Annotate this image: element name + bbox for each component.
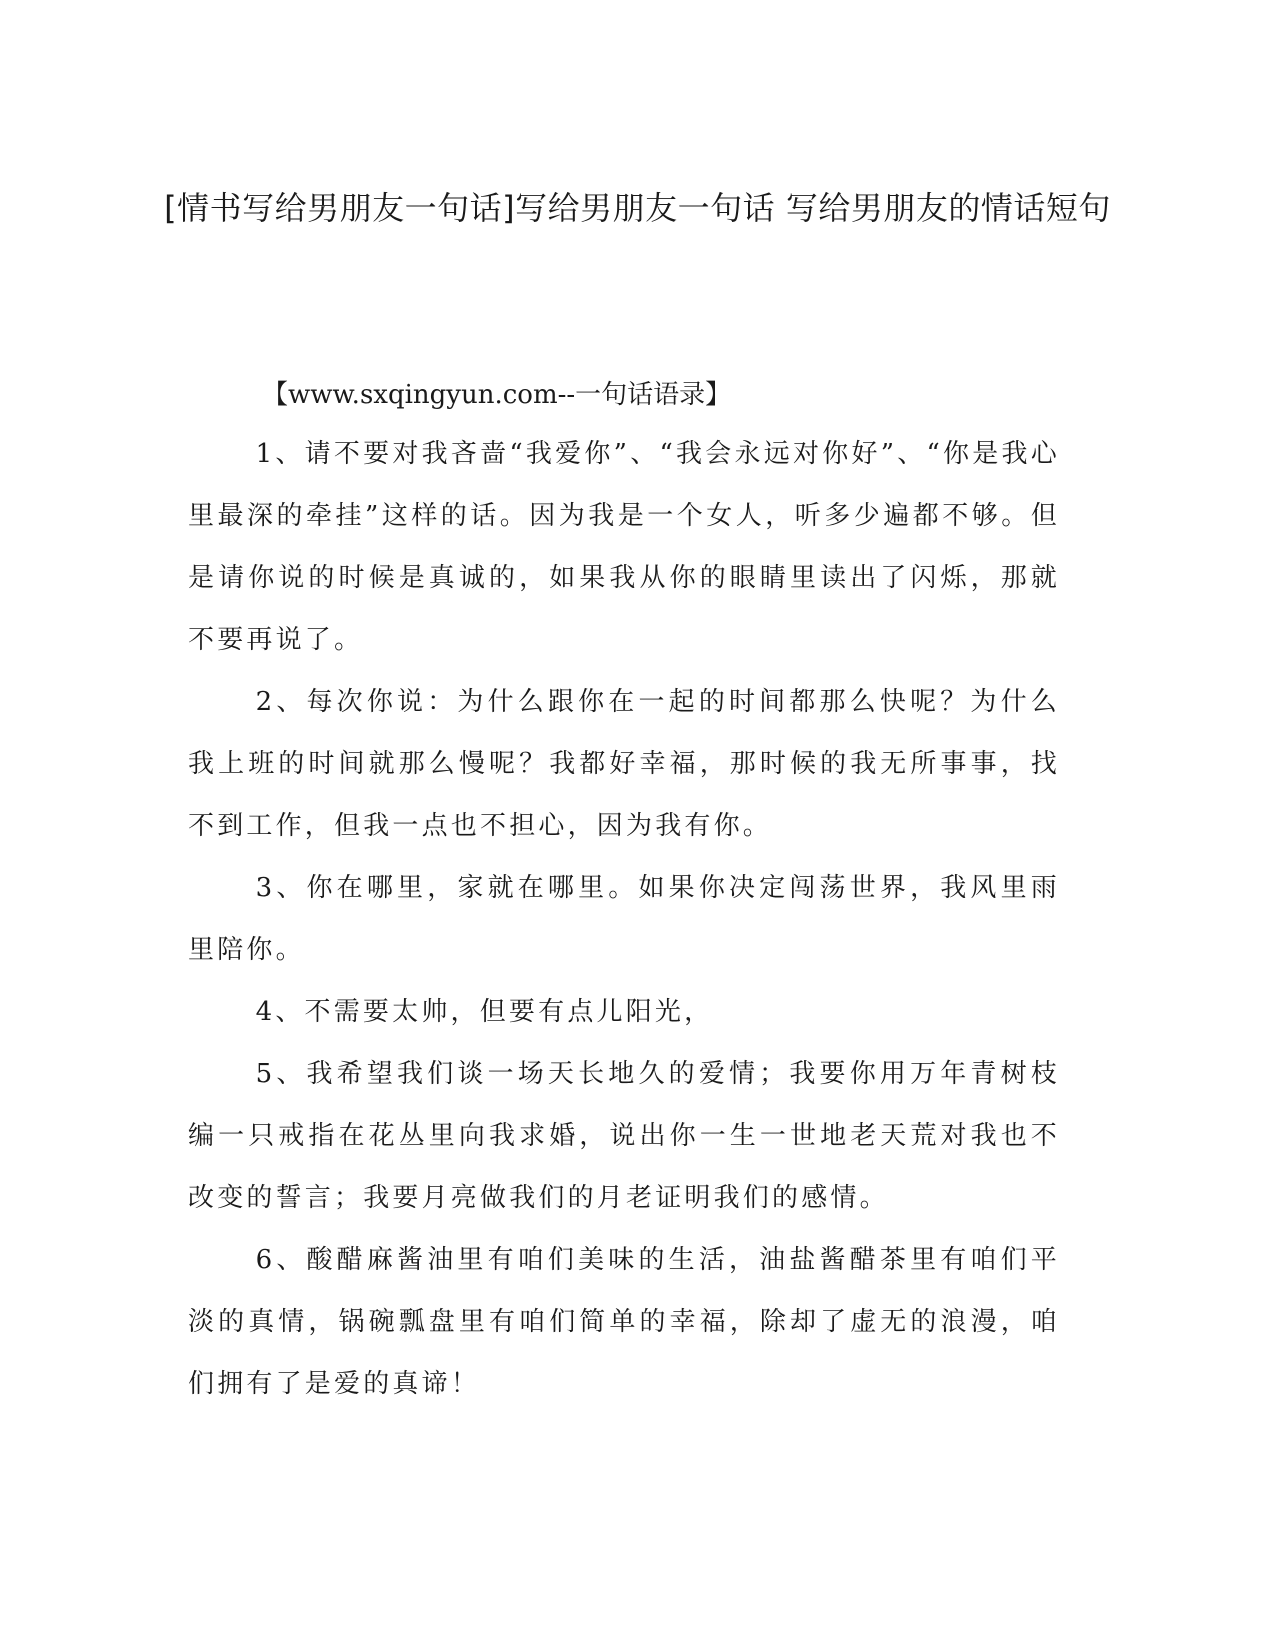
paragraph-6: 6、酸醋麻酱油里有咱们美味的生活，油盐酱醋茶里有咱们平淡的真情，锅碗瓢盘里有咱们简单的幸福，除却了虚无的浪漫，咱们拥有了是爱的真谛！ bbox=[188, 1245, 1060, 1399]
document-title: [情书写给男朋友一句话]写给男朋友一句话 写给男朋友的情话短句 bbox=[164, 189, 1111, 227]
paragraph-4: 4、不需要太帅，但要有点儿阳光， bbox=[255, 997, 714, 1027]
paragraph-2: 2、每次你说：为什么跟你在一起的时间都那么快呢？为什么我上班的时间就那么慢呢？我都好幸福，那时候的我无所事事，找不到工作，但我一点也不担心，因为我有你。 bbox=[188, 687, 1060, 841]
source-line: 【www.sxqingyun.com--一句话语录】 bbox=[262, 380, 732, 410]
document-body bbox=[188, 423, 1060, 1415]
paragraph-3: 3、你在哪里，家就在哪里。如果你决定闯荡世界，我风里雨里陪你。 bbox=[188, 873, 1060, 965]
paragraph-1: 1、请不要对我吝啬“我爱你”、“我会永远对你好”、“你是我心里最深的牵挂”这样的话。因为我是一个女人，听多少遍都不够。但是请你说的时候是真诚的，如果我从你的眼睛里读出了闪烁，那就不要再说了。 bbox=[188, 439, 1060, 655]
paragraph-5: 5、我希望我们谈一场天长地久的爱情；我要你用万年青树枝编一只戒指在花丛里向我求婚，说出你一生一世地老天荒对我也不改变的誓言；我要月亮做我们的月老证明我们的感情。 bbox=[188, 1059, 1060, 1213]
